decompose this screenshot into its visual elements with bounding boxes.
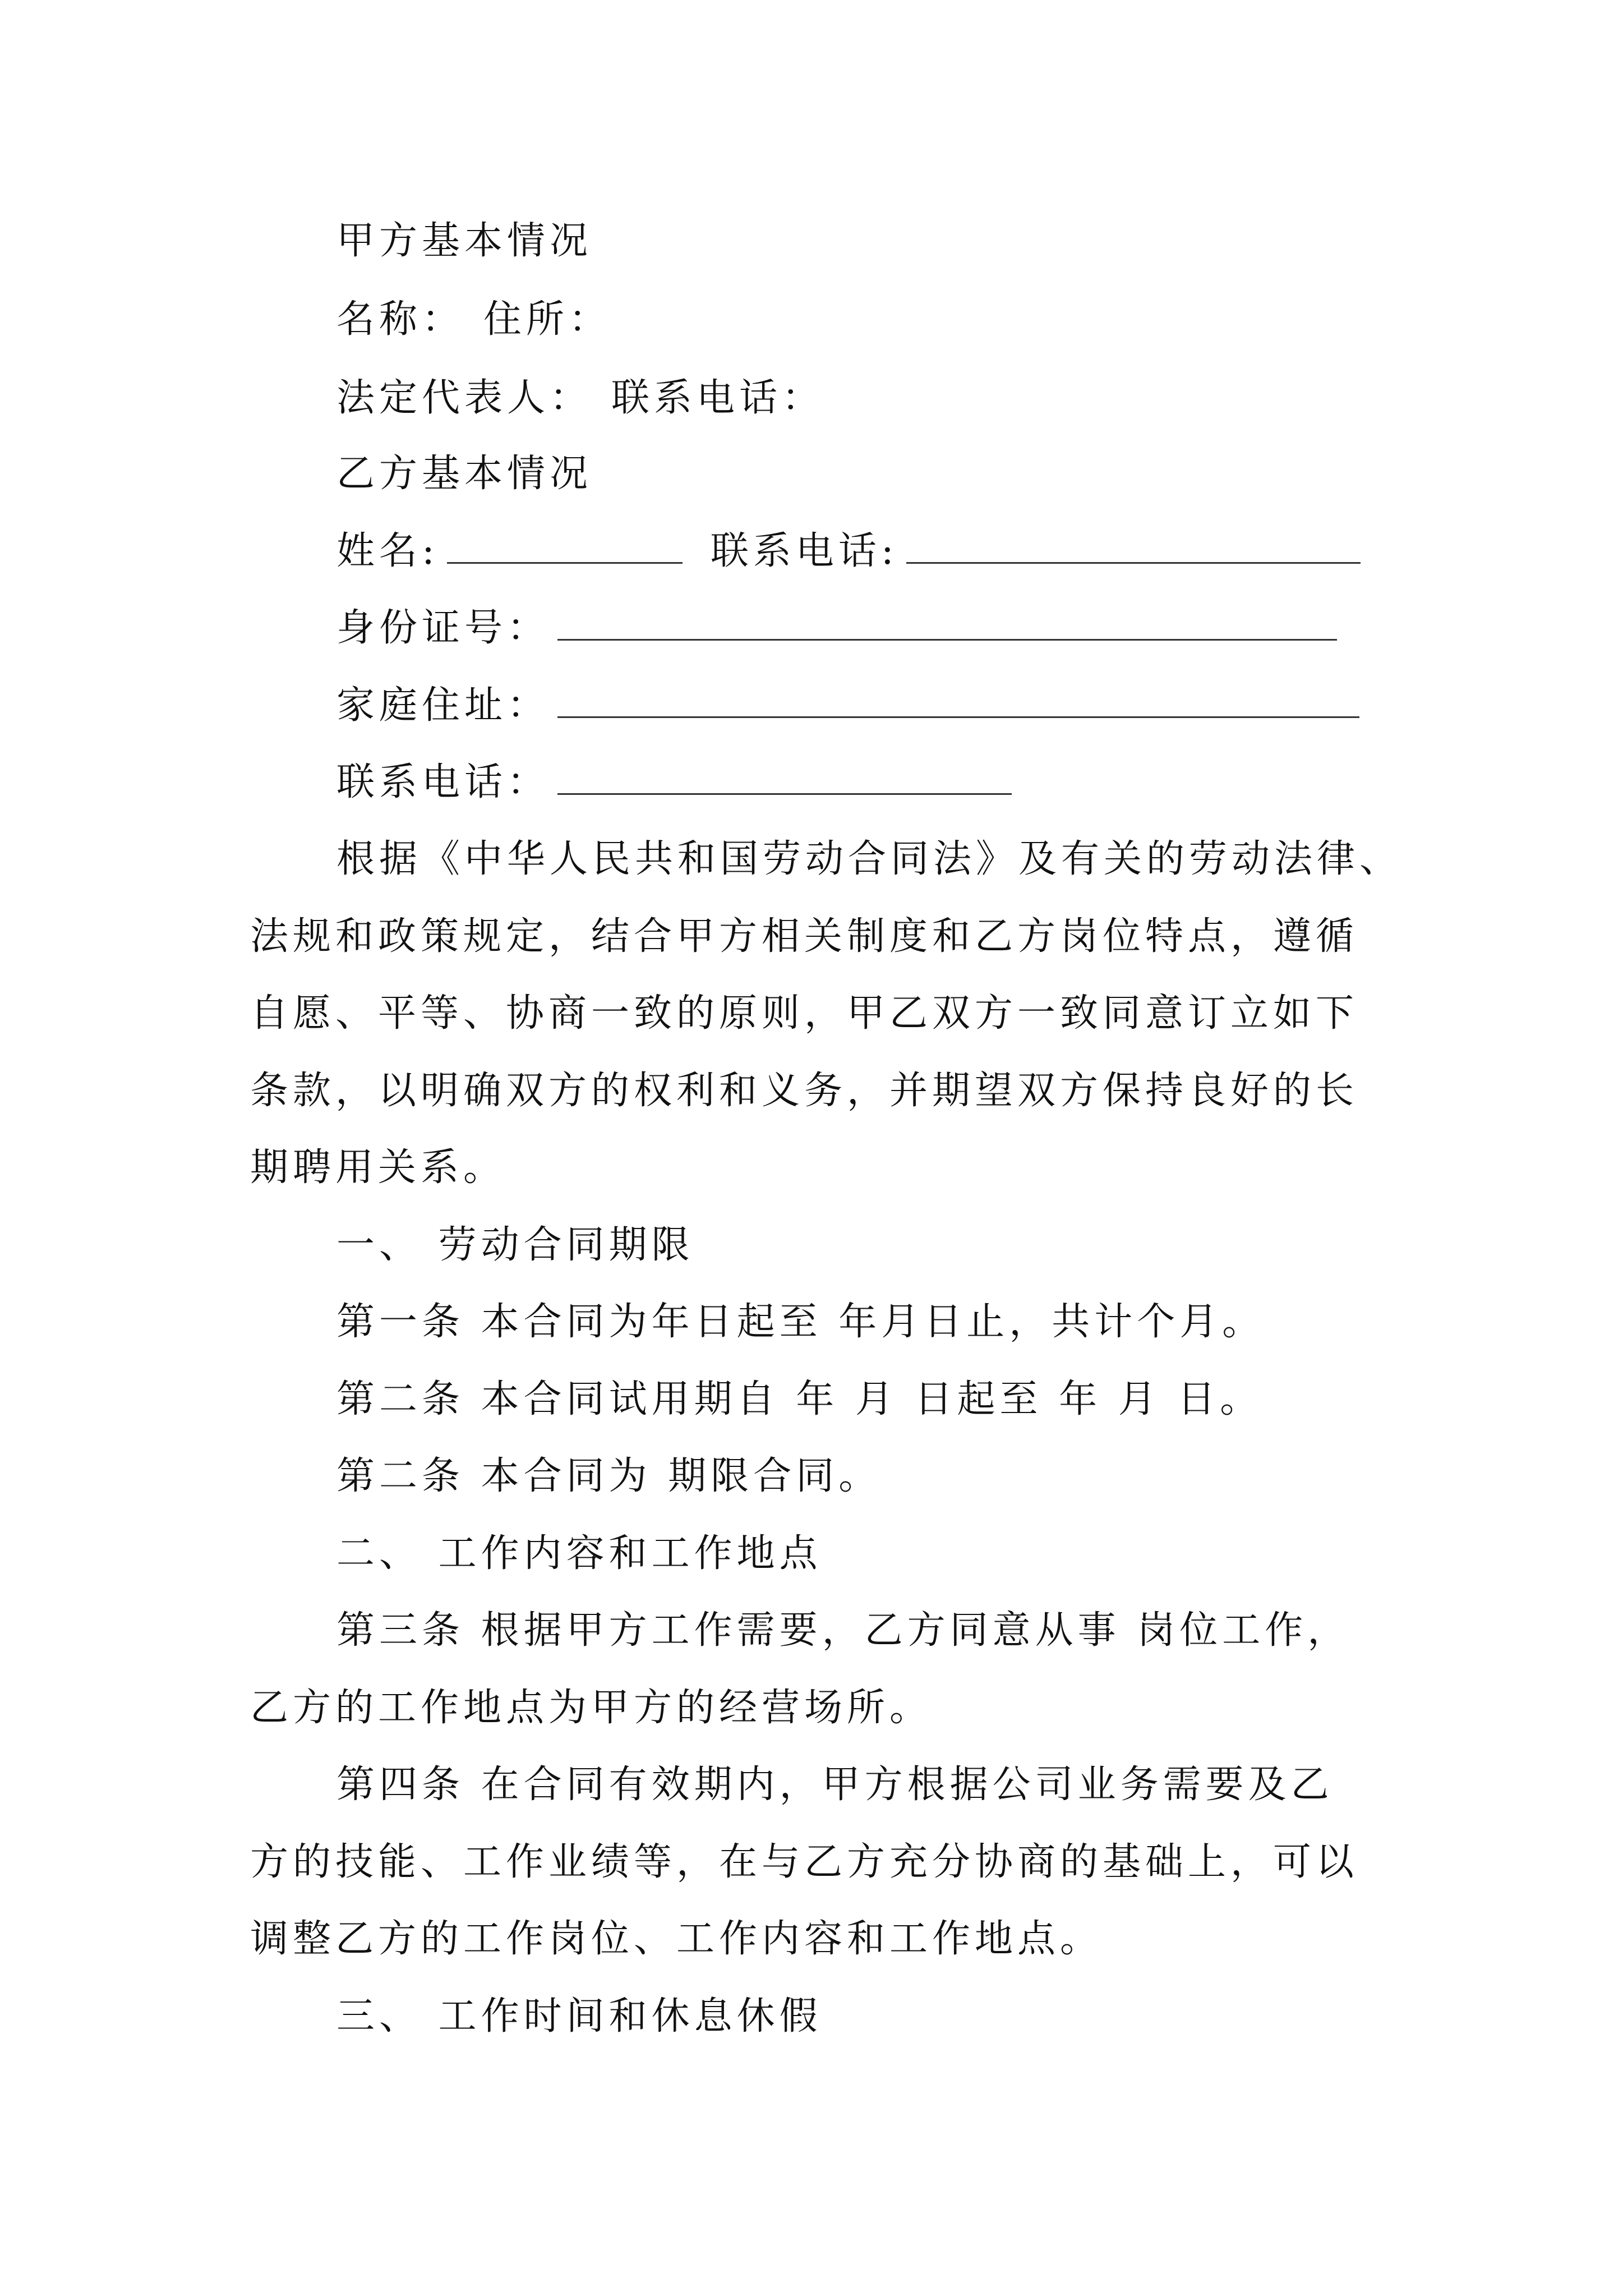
party-b-phone2-row [336, 757, 1012, 808]
party-a-name-label: 名称： [336, 297, 465, 342]
party-b-phone2-label: 联系电话： [336, 760, 550, 804]
party-b-id-field[interactable] [557, 605, 1337, 641]
preamble-line-5: 期聘用关系。 [250, 1145, 506, 1190]
article-4-line-1: 第四条 在合同有效期内，甲方根据公司业务需要及乙 [336, 1763, 1334, 1807]
party-a-heading: 甲方基本情况 [336, 219, 593, 263]
party-b-home-row [336, 680, 1359, 731]
party-b-name-field[interactable] [447, 528, 683, 564]
party-b-home-field[interactable] [557, 683, 1359, 718]
preamble-line-1: 根据《中华人民共和国劳动合同法》及有关的劳动法律、 [336, 837, 1403, 881]
article-3-line-1: 第三条 根据甲方工作需要，乙方同意从事 岗位工作， [336, 1608, 1350, 1653]
article-4-line-2: 方的技能、工作业绩等，在与乙方充分协商的基础上，可以 [250, 1840, 1359, 1884]
party-a-rep-label: 法定代表人： [336, 376, 593, 420]
party-b-home-label: 家庭住址： [336, 683, 550, 728]
preamble-line-4: 条款，以明确双方的权利和义务，并期望双方保持良好的长 [250, 1069, 1359, 1113]
preamble-line-2: 法规和政策规定，结合甲方相关制度和乙方岗位特点，遵循 [250, 914, 1359, 959]
article-3-line-2: 乙方的工作地点为甲方的经营场所。 [250, 1686, 933, 1730]
party-a-phone-label: 联系电话： [611, 376, 825, 420]
party-a-rep-row [336, 373, 824, 424]
party-b-name-row [336, 526, 1361, 577]
party-a-address-label: 住所： [483, 297, 612, 342]
party-b-id-row [336, 603, 1337, 654]
party-b-id-label: 身份证号： [336, 606, 550, 650]
party-b-phone-label: 联系电话: [710, 529, 898, 573]
party-b-phone2-field[interactable] [557, 760, 1012, 795]
party-b-phone-field[interactable] [906, 528, 1361, 564]
article-1: 第一条 本合同为年日起至 年月日止，共计个月。 [336, 1300, 1265, 1344]
article-2b: 第二条 本合同为 期限合同。 [336, 1454, 882, 1498]
article-4-line-3: 调整乙方的工作岗位、工作内容和工作地点。 [250, 1917, 1103, 1961]
preamble-line-3: 自愿、平等、协商一致的原则，甲乙双方一致同意订立如下 [250, 991, 1359, 1036]
section-3-title: 三、 工作时间和休息休假 [336, 1994, 822, 2039]
article-2: 第二条 本合同试用期自 年 月 日起至 年 月 日。 [336, 1377, 1263, 1421]
party-a-name-row [336, 295, 611, 345]
party-b-heading: 乙方基本情况 [336, 452, 593, 496]
section-2-title: 二、 工作内容和工作地点 [336, 1531, 822, 1576]
party-b-name-label: 姓名: [336, 529, 439, 573]
section-1-title: 一、 劳动合同期限 [336, 1223, 694, 1267]
